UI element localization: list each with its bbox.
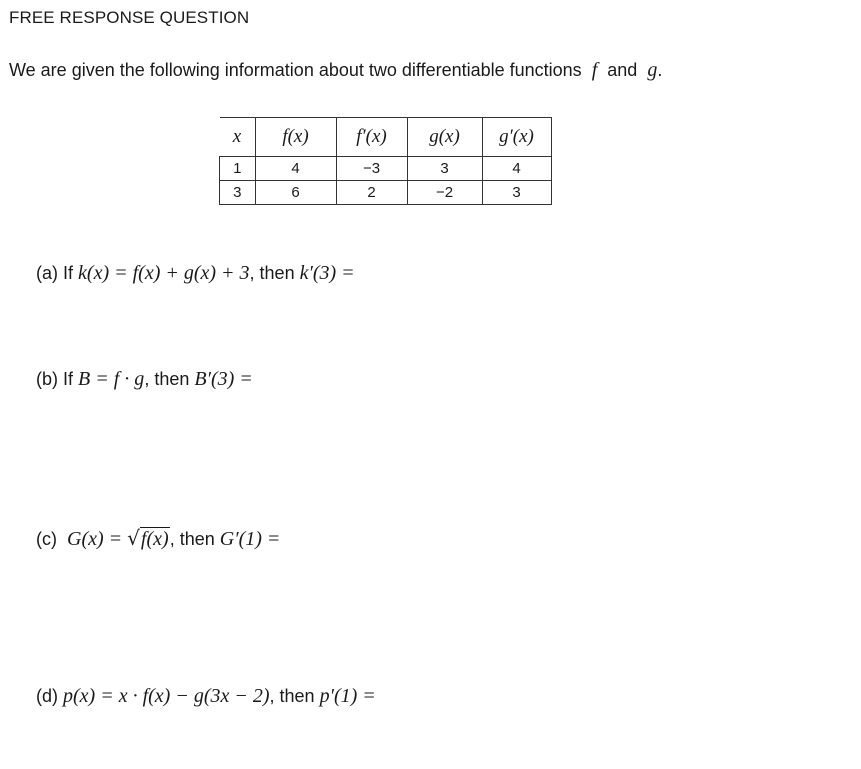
table-cell: 3 xyxy=(407,157,482,181)
function-f-symbol: f xyxy=(591,59,598,81)
question-a-then: , then xyxy=(249,263,295,283)
question-c-expression-left: G(x) = xyxy=(67,528,123,550)
question-d-label: (d) xyxy=(36,686,58,706)
intro-and: and xyxy=(607,60,638,80)
square-root-argument: f(x) xyxy=(140,528,169,550)
question-d-then: , then xyxy=(269,686,315,706)
question-c-then: , then xyxy=(169,529,215,549)
table-cell: 3 xyxy=(482,181,551,205)
question-b-ask: B′(3) = xyxy=(194,368,253,390)
question-a-label: (a) If xyxy=(36,263,74,283)
table-cell: 3 xyxy=(220,181,256,205)
table-cell: 4 xyxy=(255,157,336,181)
intro-period: . xyxy=(657,60,663,80)
question-c xyxy=(36,526,280,551)
table-header-row xyxy=(220,118,552,157)
header-f: f(x) xyxy=(255,118,336,157)
values-table xyxy=(219,117,552,205)
table-cell: 6 xyxy=(255,181,336,205)
question-b-then: , then xyxy=(144,369,190,389)
page-heading: FREE RESPONSE QUESTION xyxy=(9,8,250,27)
question-d-expression: p(x) = x · f(x) − g(3x − 2) xyxy=(63,685,270,707)
table-cell: 2 xyxy=(336,181,407,205)
header-f-prime: f′(x) xyxy=(336,118,407,157)
square-root-expression xyxy=(127,526,170,551)
intro-sentence: We are given the following information about two differentiable functions xyxy=(9,60,582,80)
question-d xyxy=(36,685,376,708)
table-row xyxy=(220,181,552,205)
header-x: x xyxy=(220,118,256,157)
question-c-ask: G′(1) = xyxy=(219,528,281,550)
header-g: g(x) xyxy=(407,118,482,157)
intro-text xyxy=(9,59,662,82)
header-g-prime: g′(x) xyxy=(482,118,551,157)
table-cell: 1 xyxy=(220,157,256,181)
function-g-symbol: g xyxy=(647,59,658,81)
question-a xyxy=(36,262,355,285)
question-a-expression: k(x) = f(x) + g(x) + 3 xyxy=(78,262,250,284)
question-d-ask: p′(1) = xyxy=(319,685,376,707)
question-a-ask: k′(3) = xyxy=(299,262,355,284)
question-b xyxy=(36,368,253,391)
table-cell: 4 xyxy=(482,157,551,181)
table-cell: −2 xyxy=(407,181,482,205)
square-root-icon: √ xyxy=(127,526,140,550)
question-c-label: (c) xyxy=(36,529,57,549)
table-row xyxy=(220,157,552,181)
table-cell: −3 xyxy=(336,157,407,181)
question-b-label: (b) If xyxy=(36,369,74,389)
question-b-expression: B = f · g xyxy=(78,368,145,390)
